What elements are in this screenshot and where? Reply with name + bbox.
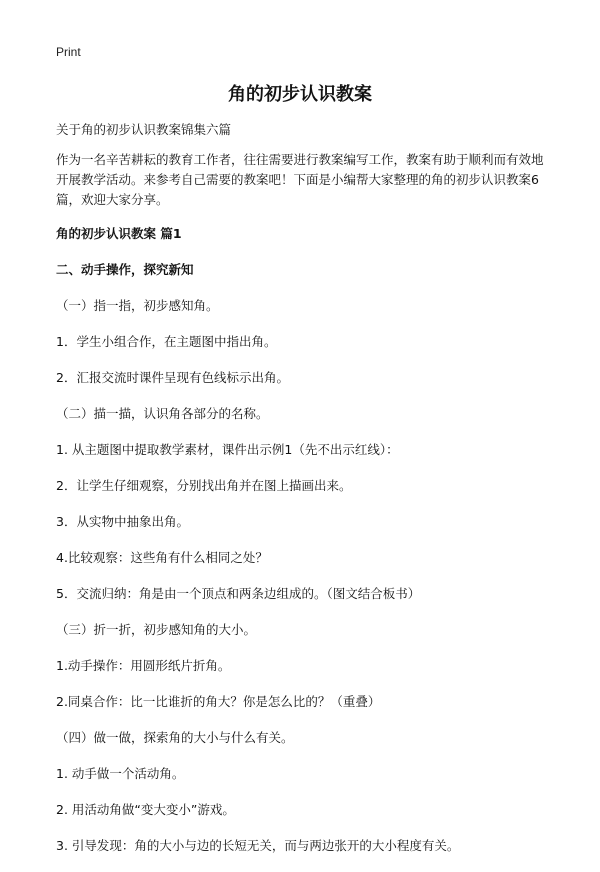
intro-paragraph: 作为一名辛苦耕耘的教育工作者，往往需要进行教案编写工作，教案有助于顺利而有效地开展教学活动。来参考自己需要的教案吧！下面是小编帮大家整理的角的初步认识教案6篇，欢迎大家分享。	[56, 152, 544, 207]
content-line: （三）折一折，初步感知角的大小。	[56, 622, 257, 637]
content-line: （一）指一指，初步感知角。	[56, 298, 219, 313]
content-line: 4.比较观察：这些角有什么相同之处？	[56, 550, 268, 565]
content-line: 1. 从主题图中提取教学素材，课件出示例1（先不出示红线）：	[56, 442, 399, 457]
content-line: 1.动手操作：用圆形纸片折角。	[56, 658, 231, 673]
document-body	[56, 120, 548, 872]
content-line: 3．从实物中抽象出角。	[56, 514, 189, 529]
print-link[interactable]: Print	[56, 45, 81, 59]
content-line: （四）做一做，探索角的大小与什么有关。	[56, 730, 294, 745]
page-title: 角的初步认识教案	[228, 84, 372, 105]
section-heading: 角的初步认识教案 篇1	[56, 226, 182, 241]
content-line: 3. 引导发现：角的大小与边的长短无关，而与两边张开的大小程度有关。	[56, 838, 460, 853]
content-lines	[56, 260, 548, 856]
content-line: 2．让学生仔细观察，分别找出角并在图上描画出来。	[56, 478, 352, 493]
content-line: 2. 用活动角做“变大变小”游戏。	[56, 802, 235, 817]
document-subtitle: 关于角的初步认识教案锦集六篇	[56, 122, 232, 137]
content-line: 1．学生小组合作，在主题图中指出角。	[56, 334, 277, 349]
section-subheading: 二、动手操作，探究新知	[56, 262, 194, 277]
content-line: 1. 动手做一个活动角。	[56, 766, 185, 781]
content-line: 2．汇报交流时课件呈现有色线标示出角。	[56, 370, 289, 385]
content-line: 5．交流归纳：角是由一个顶点和两条边组成的。（图文结合板书）	[56, 586, 421, 601]
content-line: 2.同桌合作：比一比谁折的角大？你是怎么比的？（重叠）	[56, 694, 381, 709]
content-line: （二）描一描，认识角各部分的名称。	[56, 406, 269, 421]
